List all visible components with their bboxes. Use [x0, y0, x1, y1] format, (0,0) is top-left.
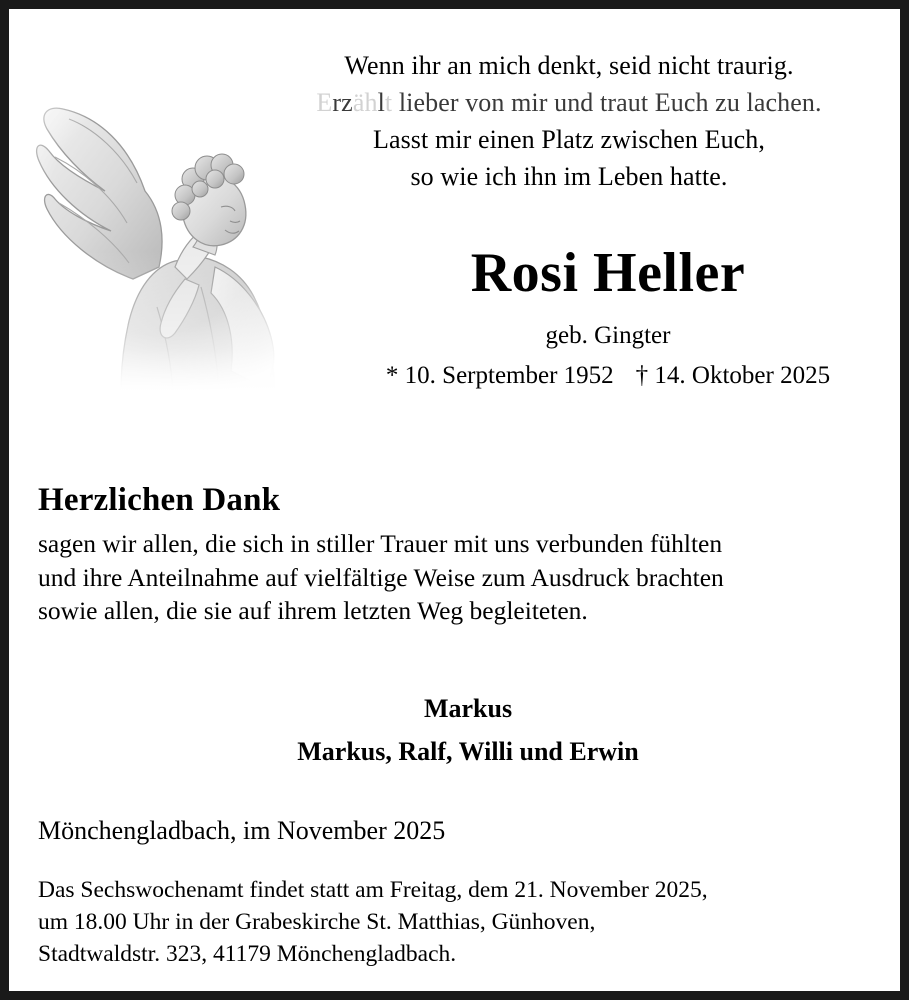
thanks-line-2: und ihre Anteilnahme auf vielfältige Weise zum Ausdruck brachten: [38, 562, 724, 592]
memorial-verse: [239, 47, 899, 195]
verse-line-4: so wie ich ihn im Leben hatte.: [410, 162, 728, 191]
obituary-card-inner-border: [9, 9, 900, 991]
death-date: † 14. Oktober 2025: [635, 362, 831, 389]
deceased-name: Rosi Heller: [470, 242, 746, 304]
verse-line-2: Erzählt lieber von mir und traut Euch zu lachen.: [316, 88, 822, 117]
thanks-title: Herzlichen Dank: [38, 482, 281, 518]
verse-line-3: Lasst mir einen Platz zwischen Euch,: [372, 125, 766, 154]
family-secondary: Markus, Ralf, Willi und Erwin: [297, 737, 639, 766]
family-primary: Markus: [423, 694, 513, 723]
deceased-name-block: [311, 241, 905, 393]
thanks-section: [38, 479, 898, 628]
deceased-maiden-name: geb. Gingter: [545, 322, 671, 349]
deceased-dates: [311, 359, 905, 393]
thanks-line-1: sagen wir allen, die sich in stiller Trauer mit uns verbunden fühlten: [38, 529, 723, 558]
place-and-date: Mönchengladbach, im November 2025: [38, 816, 446, 845]
thanks-line-3: sowie allen, die sie auf ihrem letzten Weg begleiteten.: [38, 596, 588, 625]
service-line-1: Das Sechswochenamt findet statt am Freitag, dem 21. November 2025,: [38, 877, 708, 903]
service-line-3: Stadtwaldstr. 323, 41179 Mönchengladbach.: [38, 941, 457, 967]
service-line-2: um 18.00 Uhr in der Grabeskirche St. Matthias, Günhoven,: [38, 909, 596, 935]
thanks-body: [38, 527, 898, 628]
birth-date: * 10. Serptember 1952: [385, 362, 614, 389]
family-signature: [38, 687, 898, 773]
service-details: [38, 874, 898, 970]
verse-line-1: Wenn ihr an mich denkt, seid nicht traurig.: [344, 51, 794, 80]
